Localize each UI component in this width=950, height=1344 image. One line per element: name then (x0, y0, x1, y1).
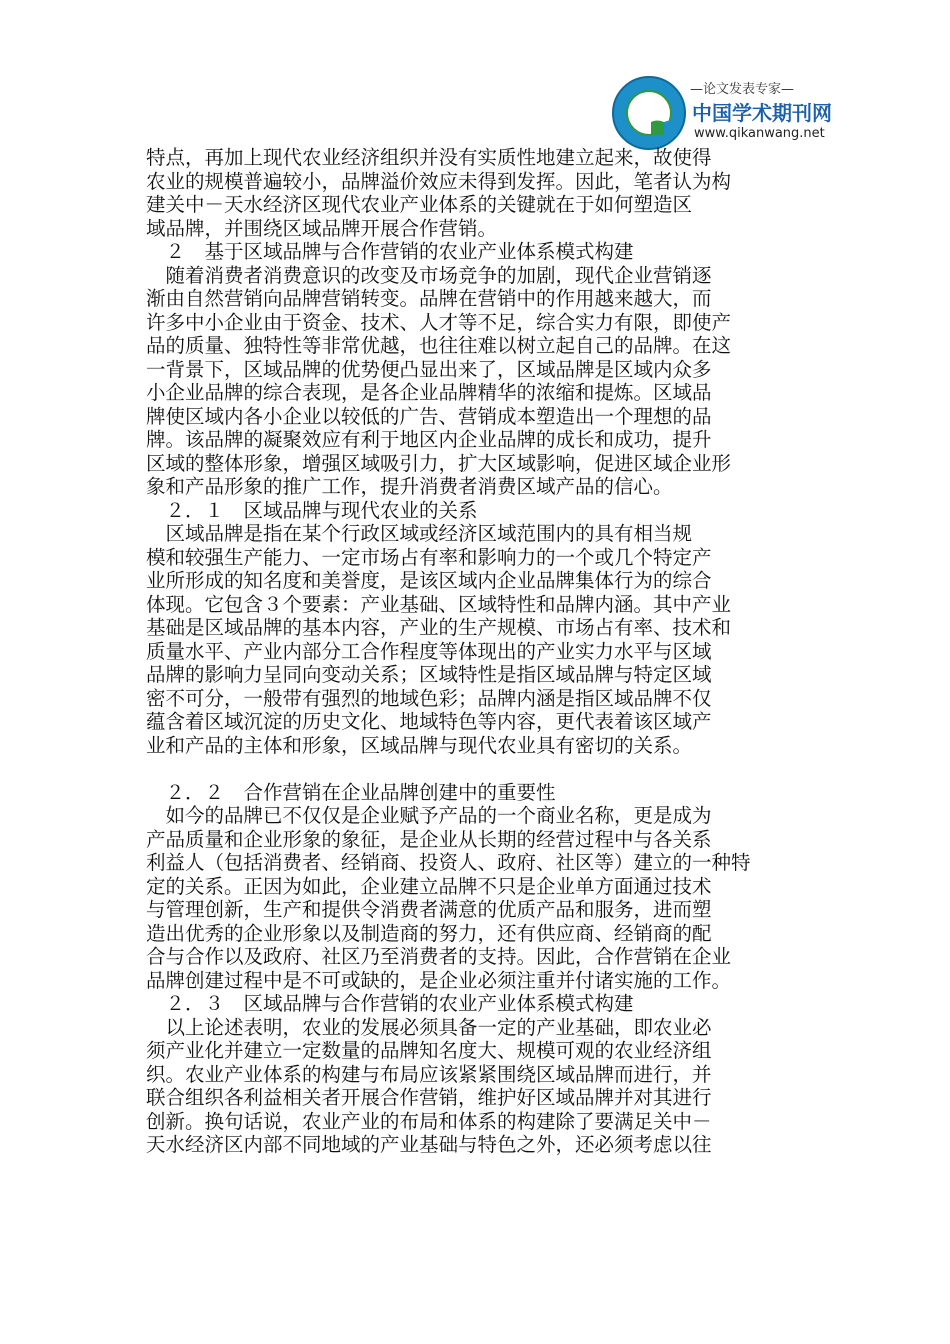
text-line: 建关中－天水经济区现代农业产业体系的关键就在于如何塑造区 (146, 193, 693, 216)
text-line: 天水经济区内部不同地域的产业基础与特色之外，还必须考虑以往 (146, 1133, 712, 1156)
text-line: 联合组织各利益相关者开展合作营销，维护好区域品牌并对其进行 (146, 1086, 712, 1109)
text-line: 渐由自然营销向品牌营销转变。品牌在营销中的作用越来越大，而 (146, 287, 712, 310)
text-line: 随着消费者消费意识的改变及市场竞争的加剧，现代企业营销逐 (146, 263, 712, 287)
text-line: 品牌的影响力呈同向变动关系；区域特性是指区域品牌与特定区域 (146, 663, 712, 686)
text-line: 小企业品牌的综合表现，是各企业品牌精华的浓缩和提炼。区域品 (146, 381, 712, 404)
text-line: 与管理创新，生产和提供令消费者满意的优质产品和服务，进而塑 (146, 898, 712, 921)
text-line: 须产业化并建立一定数量的品牌知名度大、规模可观的农业经济组 (146, 1039, 712, 1062)
text-line: 牌。该品牌的凝聚效应有利于地区内企业品牌的成长和成功，提升 (146, 428, 712, 451)
text-line: 品牌创建过程中是不可或缺的，是企业必须注重并付诸实施的工作。 (146, 968, 732, 992)
text-line: ２ 基于区域品牌与合作营销的农业产业体系模式构建 (146, 240, 634, 263)
text-line: 体现。它包含３个要素：产业基础、区域特性和品牌内涵。其中产业 (146, 592, 732, 616)
text-line: 一背景下，区域品牌的优势便凸显出来了，区域品牌是区域内众多 (146, 357, 712, 381)
text-line: 域品牌，并围绕区域品牌开展合作营销。 (146, 216, 498, 240)
text-line: 农业的规模普遍较小，品牌溢价效应未得到发挥。因此，笔者认为构 (146, 169, 732, 193)
text-line: 业所形成的知名度和美誉度，是该区域内企业品牌集体行为的综合 (146, 569, 712, 592)
text-line: 业和产品的主体和形象，区域品牌与现代农业具有密切的关系。 (146, 733, 693, 757)
text-line: 产品质量和企业形象的象征，是企业从长期的经营过程中与各关系 (146, 827, 712, 851)
text-line: 质量水平、产业内部分工合作程度等体现出的产业实力水平与区域 (146, 639, 712, 663)
article-body (146, 146, 816, 1157)
text-line: 牌使区域内各小企业以较低的广告、营销成本塑造出一个理想的品 (146, 404, 712, 428)
text-line: 区域品牌是指在某个行政区域或经济区域范围内的具有相当规 (146, 522, 693, 545)
text-line: 象和产品形象的推广工作，提升消费者消费区域产品的信心。 (146, 475, 673, 498)
logo-name: 中国学术期刊网 (692, 101, 832, 125)
text-line: 利益人（包括消费者、经销商、投资人、政府、社区等）建立的一种特 (146, 851, 751, 874)
text-line: 如今的品牌已不仅仅是企业赋予产品的一个商业名称，更是成为 (146, 804, 712, 827)
logo-emblem-icon (612, 76, 686, 150)
text-line: 以上论述表明，农业的发展必须具备一定的产业基础，即农业必 (146, 1015, 712, 1039)
text-line: 品的质量、独特性等非常优越，也往往难以树立起自己的品牌。在这 (146, 334, 732, 357)
text-line: 造出优秀的企业形象以及制造商的努力，还有供应商、经销商的配 (146, 921, 712, 945)
site-logo (612, 76, 832, 152)
text-line: 织。农业产业体系的构建与布局应该紧紧围绕区域品牌而进行，并 (146, 1062, 712, 1086)
text-line: 合与合作以及政府、社区乃至消费者的支持。因此，合作营销在企业 (146, 945, 732, 968)
text-line: 区域的整体形象，增强区域吸引力，扩大区域影响，促进区域企业形 (146, 451, 732, 475)
text-line: ２．２ 合作营销在企业品牌创建中的重要性 (146, 780, 556, 804)
text-line: ２．３ 区域品牌与合作营销的农业产业体系模式构建 (146, 992, 634, 1015)
text-line: 创新。换句话说，农业产业的布局和体系的构建除了要满足关中－ (146, 1109, 712, 1133)
blank-line (146, 757, 816, 781)
text-line: 特点，再加上现代农业经济组织并没有实质性地建立起来，故使得 (146, 146, 712, 169)
text-line: 蕴含着区域沉淀的历史文化、地域特色等内容，更代表着该区域产 (146, 710, 712, 733)
text-line: 许多中小企业由于资金、技术、人才等不足，综合实力有限，即使产 (146, 310, 732, 334)
text-line: 基础是区域品牌的基本内容，产业的生产规模、市场占有率、技术和 (146, 616, 732, 639)
text-line: 模和较强生产能力、一定市场占有率和影响力的一个或几个特定产 (146, 545, 712, 569)
text-line: 密不可分，一般带有强烈的地域色彩；品牌内涵是指区域品牌不仅 (146, 686, 712, 710)
text-line: 定的关系。正因为如此，企业建立品牌不只是企业单方面通过技术 (146, 874, 712, 898)
logo-url: www.qikanwang.net (694, 126, 825, 141)
text-line: ２．１ 区域品牌与现代农业的关系 (146, 498, 478, 522)
logo-tagline: —论文发表专家— (690, 82, 795, 97)
